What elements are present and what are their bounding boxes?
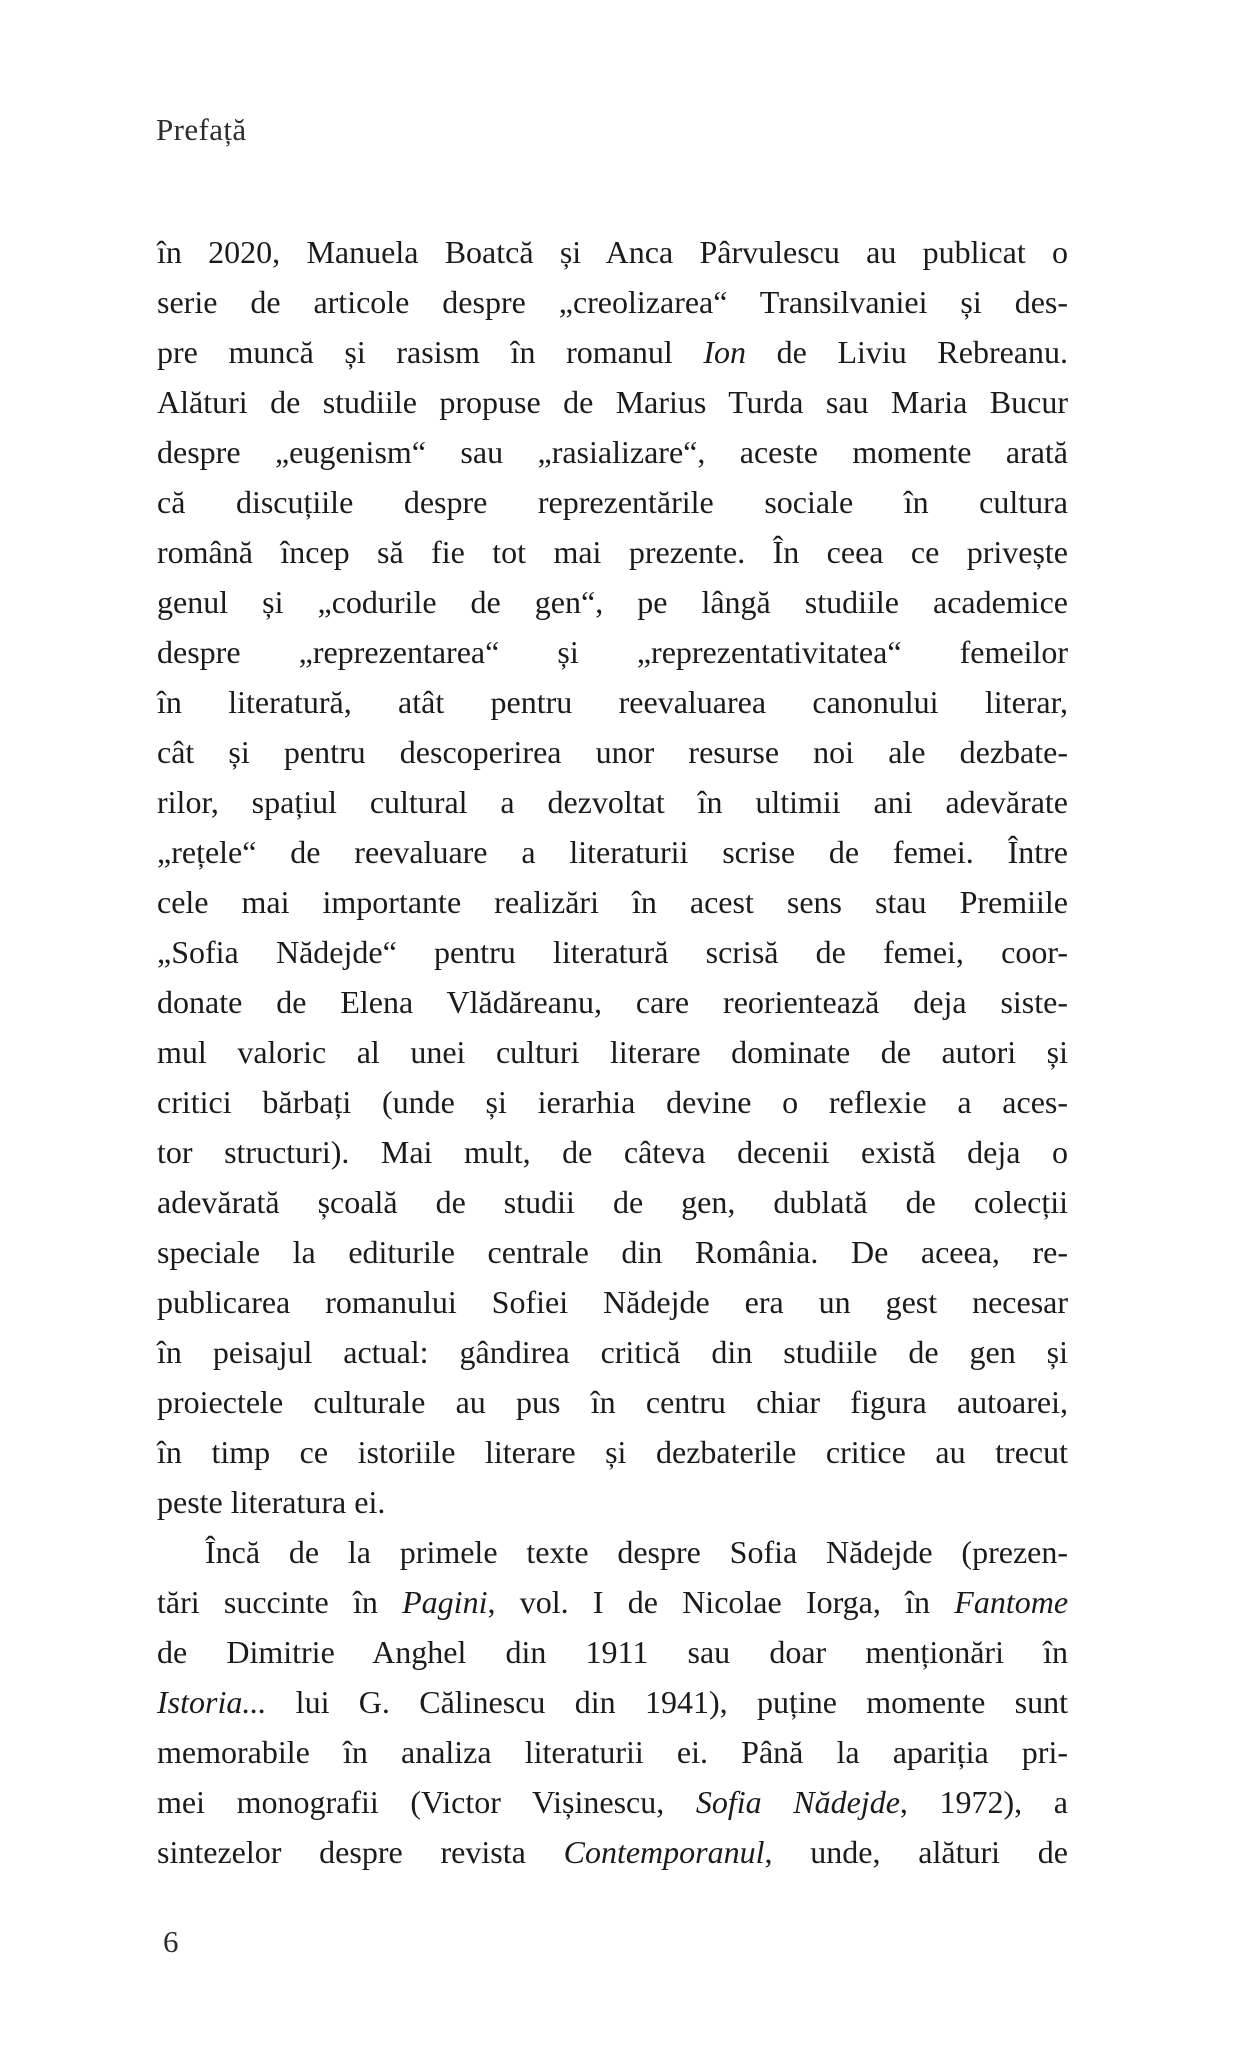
text-line bbox=[157, 1077, 1068, 1127]
text-line bbox=[157, 677, 1068, 727]
text-segment: speciale la editurile centrale din România. De aceea, re- bbox=[157, 1234, 1068, 1270]
text-segment: , unde, alături de bbox=[764, 1834, 1069, 1870]
text-segment: rilor, spațiul cultural a dezvoltat în ultimii ani adevărate bbox=[157, 784, 1068, 820]
text-line bbox=[157, 327, 1068, 377]
text-line bbox=[157, 477, 1068, 527]
text-line bbox=[157, 727, 1068, 777]
text-segment: sintezelor despre revista bbox=[157, 1834, 564, 1870]
text-segment: despre „reprezentarea“ și „reprezentativitatea“ femeilor bbox=[157, 634, 1068, 670]
text-segment: că discuțiile despre reprezentările sociale în cultura bbox=[157, 484, 1068, 520]
text-segment: în peisajul actual: gândirea critică din studiile de gen și bbox=[157, 1334, 1068, 1370]
text-line bbox=[157, 927, 1068, 977]
italic-text: Ion bbox=[703, 334, 746, 370]
text-segment: critici bărbați (unde și ierarhia devine o reflexie a aces- bbox=[157, 1084, 1068, 1120]
text-line bbox=[157, 777, 1068, 827]
text-line bbox=[157, 527, 1068, 577]
text-segment: , vol. I de Nicolae Iorga, în bbox=[487, 1584, 955, 1620]
text-line bbox=[157, 1427, 1068, 1477]
text-segment: în timp ce istoriile literare și dezbaterile critice au trecut bbox=[157, 1434, 1068, 1470]
text-line bbox=[157, 1127, 1068, 1177]
text-line bbox=[157, 577, 1068, 627]
text-line bbox=[157, 1027, 1068, 1077]
text-segment: adevărată școală de studii de gen, dublată de colecții bbox=[157, 1184, 1068, 1220]
text-segment: Încă de la primele texte despre Sofia Nădejde (prezen- bbox=[205, 1534, 1068, 1570]
text-segment: cele mai importante realizări în acest sens stau Premiile bbox=[157, 884, 1068, 920]
text-segment: peste literatura ei. bbox=[157, 1484, 386, 1520]
text-line bbox=[157, 1277, 1068, 1327]
text-segment: publicarea romanului Sofiei Nădejde era un gest necesar bbox=[157, 1284, 1068, 1320]
text-line bbox=[157, 1527, 1068, 1577]
italic-text: Istoria... bbox=[157, 1684, 267, 1720]
text-line bbox=[157, 1577, 1068, 1627]
text-segment: „rețele“ de reevaluare a literaturii scrise de femei. Între bbox=[157, 834, 1068, 870]
text-line bbox=[157, 1727, 1068, 1777]
text-segment: Alături de studiile propuse de Marius Turda sau Maria Bucur bbox=[157, 384, 1068, 420]
running-header: Prefață bbox=[156, 112, 247, 147]
text-line bbox=[157, 627, 1068, 677]
italic-text: Sofia Nădejde bbox=[695, 1784, 900, 1820]
text-segment: în 2020, Manuela Boatcă și Anca Pârvulescu au publicat o bbox=[157, 234, 1068, 270]
text-segment: română încep să fie tot mai prezente. În ceea ce privește bbox=[157, 534, 1068, 570]
text-line bbox=[157, 1227, 1068, 1277]
text-line bbox=[157, 877, 1068, 927]
text-line bbox=[157, 1827, 1068, 1877]
text-segment: „Sofia Nădejde“ pentru literatură scrisă de femei, coor- bbox=[157, 934, 1068, 970]
text-line bbox=[157, 1777, 1068, 1827]
italic-text: Contemporanul bbox=[563, 1834, 765, 1870]
text-segment: proiectele culturale au pus în centru chiar figura autoarei, bbox=[157, 1384, 1068, 1420]
text-segment: donate de Elena Vlădăreanu, care reorientează deja siste- bbox=[157, 984, 1068, 1020]
text-segment: cât și pentru descoperirea unor resurse noi ale dezbate- bbox=[157, 734, 1068, 770]
text-line bbox=[157, 827, 1068, 877]
text-line bbox=[157, 1177, 1068, 1227]
text-line bbox=[157, 427, 1068, 477]
text-segment: serie de articole despre „creolizarea“ Transilvaniei și des- bbox=[157, 284, 1068, 320]
text-segment: tări succinte în bbox=[157, 1584, 403, 1620]
text-segment: de Dimitrie Anghel din 1911 sau doar menționări în bbox=[157, 1634, 1068, 1670]
text-segment: genul și „codurile de gen“, pe lângă studiile academice bbox=[157, 584, 1068, 620]
text-line bbox=[157, 227, 1068, 277]
text-segment: memorabile în analiza literaturii ei. Până la apariția pri- bbox=[157, 1734, 1068, 1770]
text-line bbox=[157, 277, 1068, 327]
text-segment: mul valoric al unei culturi literare dominate de autori și bbox=[157, 1034, 1068, 1070]
text-segment: pre muncă și rasism în romanul bbox=[157, 334, 704, 370]
text-line bbox=[157, 1627, 1068, 1677]
text-line bbox=[157, 977, 1068, 1027]
text-segment: , 1972), a bbox=[899, 1784, 1069, 1820]
italic-text: Pagini bbox=[402, 1584, 488, 1620]
text-segment: mei monografii (Victor Vișinescu, bbox=[157, 1784, 696, 1820]
text-segment: în literatură, atât pentru reevaluarea canonului literar, bbox=[157, 684, 1068, 720]
text-block bbox=[157, 227, 1068, 1877]
text-segment: tor structuri). Mai mult, de câteva decenii există deja o bbox=[157, 1134, 1068, 1170]
text-line bbox=[157, 1477, 1068, 1527]
italic-text: Fantome bbox=[954, 1584, 1069, 1620]
text-line bbox=[157, 1377, 1068, 1427]
page-number: 6 bbox=[163, 1924, 179, 1959]
text-segment: de Liviu Rebreanu. bbox=[745, 334, 1068, 370]
text-line bbox=[157, 377, 1068, 427]
text-line bbox=[157, 1677, 1068, 1727]
text-line bbox=[157, 1327, 1068, 1377]
text-segment: lui G. Călinescu din 1941), puține momente sunt bbox=[266, 1684, 1068, 1720]
text-segment: despre „eugenism“ sau „rasializare“, aceste momente arată bbox=[157, 434, 1068, 470]
